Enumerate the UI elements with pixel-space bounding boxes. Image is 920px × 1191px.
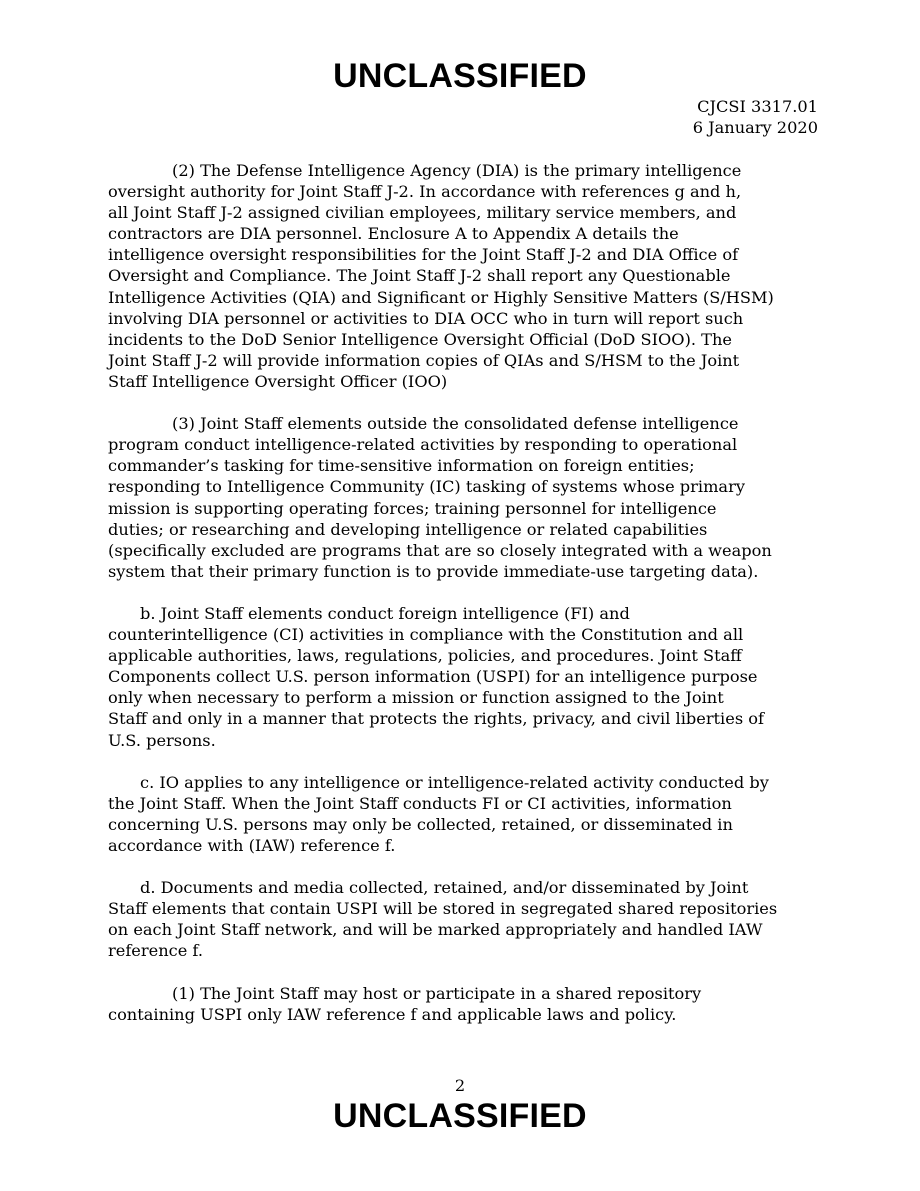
classification-banner-bottom: UNCLASSIFIED — [333, 1097, 587, 1135]
document-body — [108, 160, 828, 1046]
paragraph-line: reference f. — [108, 941, 203, 961]
paragraph-line: duties; or researching and developing intelligence or related capabilities — [108, 519, 708, 539]
paragraph-line: applicable authorities, laws, regulations, policies, and procedures. Joint Staff — [108, 646, 742, 666]
paragraph-line: only when necessary to perform a mission or function assigned to the Joint — [108, 688, 724, 708]
paragraph-line: on each Joint Staff network, and will be marked appropriately and handled IAW — [108, 920, 763, 940]
paragraph-d-documents-media — [108, 877, 828, 961]
paragraph-line: incidents to the DoD Senior Intelligence Oversight Official (DoD SIOO). The — [108, 329, 732, 349]
paragraph-line: (2) The Defense Intelligence Agency (DIA) is the primary intelligence — [172, 161, 742, 180]
paragraph-line: intelligence oversight responsibilities for the Joint Staff J-2 and DIA Office of — [108, 245, 739, 265]
paragraph-line: Staff and only in a manner that protects the rights, privacy, and civil liberties of — [108, 709, 765, 729]
paragraph-line: (1) The Joint Staff may host or participate in a shared repository — [172, 983, 702, 1003]
paragraph-line: Oversight and Compliance. The Joint Staff J-2 shall report any Questionable — [108, 266, 731, 286]
paragraph-line: the Joint Staff. When the Joint Staff conducts FI or CI activities, information — [108, 793, 732, 813]
paragraph-line: (3) Joint Staff elements outside the consolidated defense intelligence — [172, 414, 739, 434]
paragraph-2-dia-oversight — [108, 160, 828, 392]
paragraph-line: Components collect U.S. person information (USPI) for an intelligence purpose — [108, 667, 758, 687]
paragraph-3-joint-staff-elements — [108, 413, 828, 582]
paragraph-line: system that their primary function is to provide immediate-use targeting data). — [108, 561, 759, 581]
page-number: 2 — [454, 1076, 466, 1095]
paragraph-line: concerning U.S. persons may only be collected, retained, or disseminated in — [108, 814, 733, 834]
paragraph-line: responding to Intelligence Community (IC) tasking of systems whose primary — [108, 477, 745, 497]
paragraph-line: Joint Staff J-2 will provide information copies of QIAs and S/HSM to the Joint — [108, 350, 740, 370]
paragraph-line: counterintelligence (CI) activities in compliance with the Constitution and all — [108, 625, 744, 645]
document-date: 6 January 2020 — [692, 118, 818, 137]
paragraph-line: involving DIA personnel or activities to DIA OCC who in turn will report such — [108, 308, 744, 328]
paragraph-line: b. Joint Staff elements conduct foreign intelligence (FI) and — [140, 603, 630, 623]
paragraph-line: contractors are DIA personnel. Enclosure A to Appendix A details the — [108, 224, 679, 244]
paragraph-line: commander’s tasking for time-sensitive information on foreign entities; — [108, 456, 695, 476]
paragraph-line: oversight authority for Joint Staff J-2. In accordance with references g and h, — [108, 182, 742, 202]
paragraph-line: c. IO applies to any intelligence or intelligence-related activity conducted by — [140, 772, 769, 792]
paragraph-line: containing USPI only IAW reference f and applicable laws and policy. — [108, 1004, 677, 1024]
paragraph-c-io-applies — [108, 772, 828, 856]
paragraph-line: all Joint Staff J-2 assigned civilian employees, military service members, and — [108, 203, 737, 223]
classification-banner-top: UNCLASSIFIED — [333, 57, 587, 95]
paragraph-line: Intelligence Activities (QIA) and Significant or Highly Sensitive Matters (S/HSM) — [108, 287, 774, 307]
paragraph-line: U.S. persons. — [108, 730, 216, 750]
paragraph-line: mission is supporting operating forces; training personnel for intelligence — [108, 498, 717, 518]
document-number: CJCSI 3317.01 — [697, 97, 818, 116]
paragraph-line: (specifically excluded are programs that are so closely integrated with a weapon — [108, 540, 772, 560]
paragraph-line: Staff Intelligence Oversight Officer (IOO) — [108, 371, 448, 391]
paragraph-d1-shared-repository — [108, 983, 828, 1025]
paragraph-line: Staff elements that contain USPI will be stored in segregated shared repositories — [108, 899, 778, 919]
document-header — [693, 96, 818, 138]
paragraph-line: accordance with (IAW) reference f. — [108, 836, 396, 855]
paragraph-line: program conduct intelligence-related activities by responding to operational — [108, 435, 738, 455]
paragraph-line: d. Documents and media collected, retained, and/or disseminated by Joint — [140, 878, 749, 898]
paragraph-b-fi-ci-activities — [108, 603, 828, 751]
